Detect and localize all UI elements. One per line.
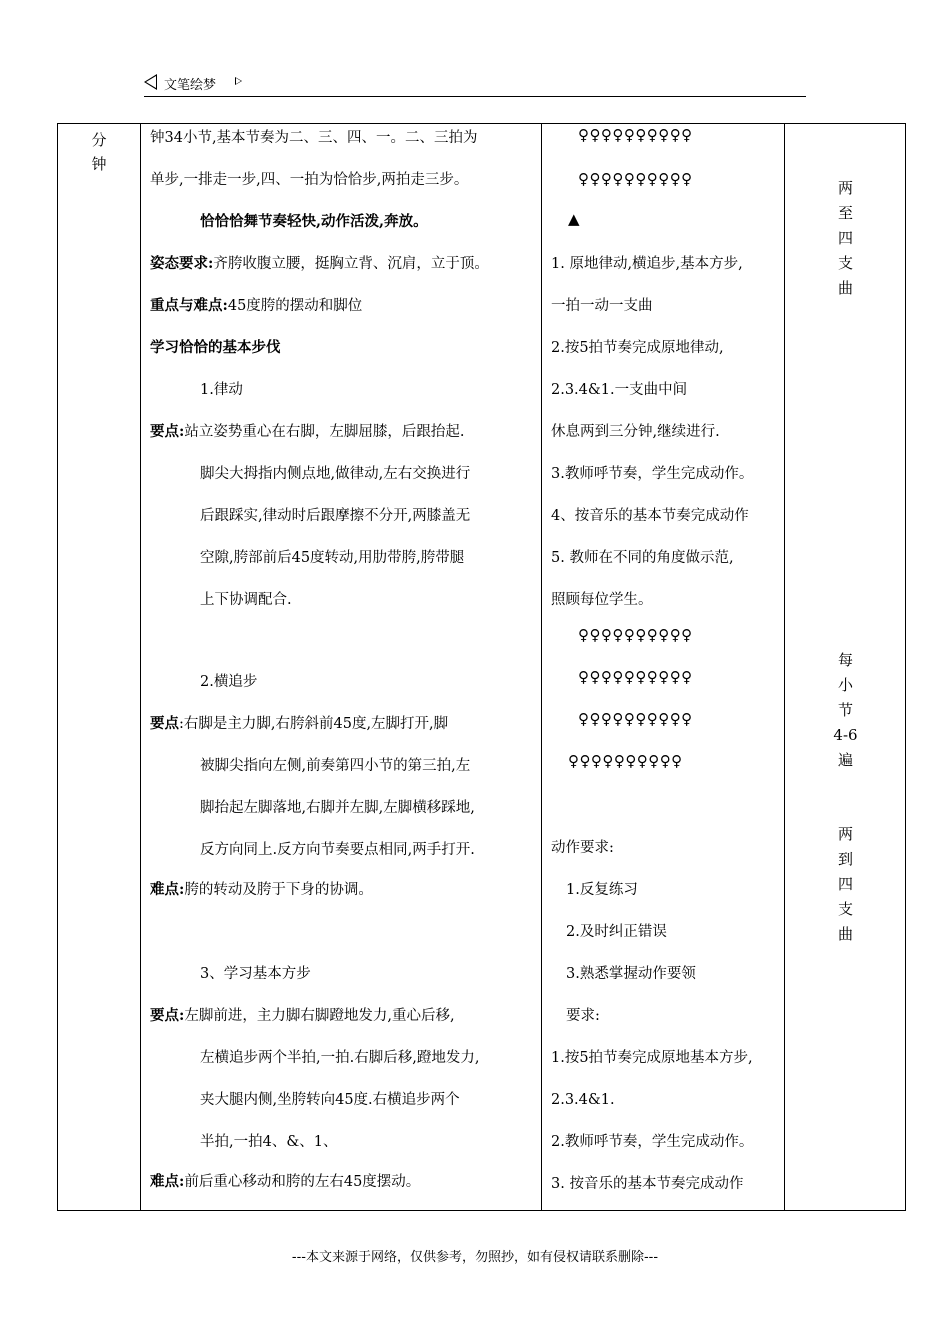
quantity-char: 四 (837, 875, 853, 893)
text: 胯的转动及胯于下身的协调。 (184, 882, 373, 898)
quantity-char: 4-6 (833, 726, 858, 744)
method-line: 5. 教师在不同的角度做示范, (551, 550, 734, 566)
subsection-title: 2.横追步 (200, 674, 258, 690)
method-line: 照顾每位学生。 (551, 592, 653, 608)
subsection-title: 3、学习基本方步 (200, 966, 311, 982)
page-footer: ---本文来源于网络，仅供参考，勿照抄，如有侵权请联系删除--- (291, 1250, 659, 1265)
quantity-char: 小 (837, 676, 853, 694)
method-line: 4、按音乐的基本节奏完成动作 (551, 508, 749, 524)
method-line: 一拍一动一支曲 (551, 298, 653, 314)
method-line: 3.熟悉掌握动作要领 (566, 966, 696, 982)
content-line: 后跟踩实,律动时后跟摩擦不分开,两膝盖无 (200, 508, 471, 524)
page-header (144, 72, 806, 98)
formation-row: ♀♀♀♀♀♀♀♀♀♀ (578, 170, 693, 188)
key-point (150, 714, 448, 734)
content-line: 被脚尖指向左侧,前奏第四小节的第三拍,左 (200, 758, 471, 774)
method-line: 动作要求: (551, 840, 614, 856)
quantity-char: 遍 (837, 751, 853, 769)
content-line: 半拍,一拍4、&、1、 (200, 1134, 338, 1150)
text: 前后重心移动和胯的左右45度摆动。 (184, 1174, 421, 1190)
key-point (150, 1006, 455, 1026)
formation-row: ♀♀♀♀♀♀♀♀♀♀ (578, 626, 693, 644)
method-line: 2.教师呼节奏，学生完成动作。 (551, 1134, 754, 1150)
quantity-char: 四 (837, 229, 853, 247)
formation-row: ♀♀♀♀♀♀♀♀♀♀ (578, 126, 693, 144)
subsection-title: 1.律动 (200, 382, 243, 398)
label: 难点: (150, 881, 185, 898)
formation-row: ♀♀♀♀♀♀♀♀♀♀ (578, 710, 693, 728)
difficulty (150, 1172, 420, 1192)
header-rule (144, 96, 806, 97)
quantity-char: 曲 (837, 279, 853, 297)
method-line: 2.按5拍节奏完成原地律动, (551, 340, 724, 356)
text: 齐胯收腹立腰，挺胸立背、沉肩，立于顶。 (213, 256, 489, 272)
time-label-1: 分 (91, 131, 107, 149)
key-point (150, 422, 464, 442)
quantity-char: 支 (837, 254, 853, 272)
quantity-char: 两 (837, 179, 853, 197)
column-divider (140, 124, 141, 1210)
label: 难点: (150, 1173, 185, 1190)
teacher-marker: ▲ (568, 210, 581, 228)
time-label-2: 钟 (91, 155, 107, 173)
method-line: 1. 原地律动,横追步,基本方步, (551, 256, 743, 272)
method-line: 1.按5拍节奏完成原地基本方步, (551, 1050, 753, 1066)
content-line: 夹大腿内侧,坐胯转向45度.右横追步两个 (200, 1092, 460, 1108)
method-line: 要求: (566, 1008, 600, 1024)
posture-requirement (150, 254, 489, 274)
content-line: 钟34小节,基本节奏为二、三、四、一。二、三拍为 (150, 130, 478, 146)
content-line: 单步,一排走一步,四、一拍为恰恰步,两拍走三步。 (150, 172, 469, 188)
label: 重点与难点: (150, 297, 228, 314)
content-line: 反方向同上.反方向节奏要点相同,两手打开. (200, 842, 475, 858)
text: 45度胯的摆动和脚位 (227, 298, 363, 314)
lesson-table (57, 123, 906, 1211)
content-line: 脚抬起左脚落地,右脚并左脚,左脚横移踩地, (200, 800, 475, 816)
triangle-left-icon (144, 74, 157, 90)
formation-row: ♀♀♀♀♀♀♀♀♀♀ (568, 752, 683, 770)
triangle-right-icon (235, 77, 242, 85)
quantity-char: 节 (837, 701, 853, 719)
content-heading: 恰恰恰舞节奏轻快,动作活泼,奔放。 (200, 213, 428, 230)
label: 要点: (150, 1007, 185, 1024)
label: 要点 (150, 715, 179, 732)
method-line: 3.教师呼节奏，学生完成动作。 (551, 466, 754, 482)
text: 左脚前进，主力脚右脚蹬地发力,重心后移, (184, 1008, 455, 1024)
content-line: 空隙,胯部前后45度转动,用肋带胯,胯带腿 (200, 550, 465, 566)
difficulty (150, 880, 373, 900)
quantity-char: 支 (837, 900, 853, 918)
method-line: 2.及时纠正错误 (566, 924, 667, 940)
content-line: 左横追步两个半拍,一拍.右脚后移,蹬地发力, (200, 1050, 480, 1066)
method-line: 2.3.4&1. (551, 1092, 615, 1108)
content-line: 上下协调配合. (200, 592, 292, 608)
section-title: 学习恰恰的基本步伐 (150, 339, 281, 356)
quantity-char: 到 (837, 850, 853, 868)
method-line: 休息两到三分钟,继续进行. (551, 424, 720, 440)
quantity-char: 两 (837, 825, 853, 843)
key-points (150, 296, 362, 316)
formation-row: ♀♀♀♀♀♀♀♀♀♀ (578, 668, 693, 686)
label: 姿态要求: (150, 255, 214, 272)
text: :右脚是主力脚,右胯斜前45度,左脚打开,脚 (179, 716, 449, 732)
header-brand: 文笔绘梦 (164, 78, 217, 93)
quantity-char: 曲 (837, 925, 853, 943)
method-line: 2.3.4&1.一支曲中间 (551, 382, 688, 398)
method-line: 3. 按音乐的基本节奏完成动作 (551, 1176, 744, 1192)
text: 站立姿势重心在右脚，左脚屈膝，后跟抬起. (184, 424, 465, 440)
column-divider (541, 124, 542, 1210)
label: 要点: (150, 423, 185, 440)
method-line: 1.反复练习 (566, 882, 638, 898)
quantity-char: 至 (837, 204, 853, 222)
content-line: 脚尖大拇指内侧点地,做律动,左右交换进行 (200, 466, 471, 482)
quantity-char: 每 (837, 651, 853, 669)
